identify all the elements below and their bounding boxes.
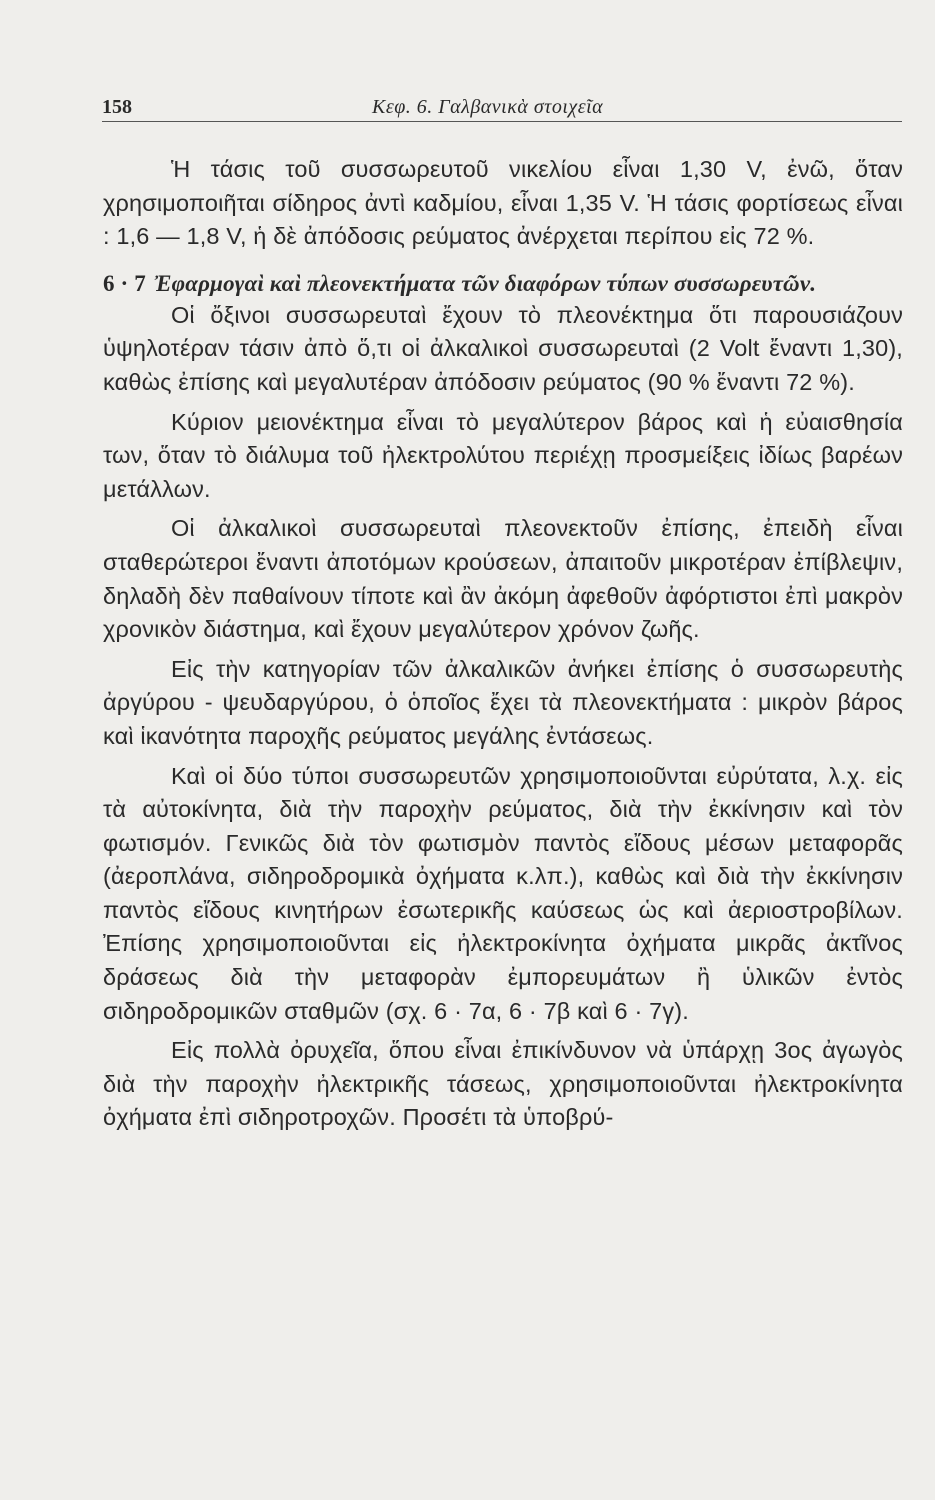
page-number: 158	[102, 96, 132, 118]
page-body	[103, 153, 903, 1135]
running-title: Κεφ. 6. Γαλβανικὰ στοιχεῖα	[372, 96, 604, 118]
section-heading	[103, 268, 903, 299]
paragraph: Οἱ ἀλκαλικοὶ συσσωρευταὶ πλεονεκτοῦν ἐπίσης, ἐπειδὴ εἶναι σταθερώτεροι ἔναντι ἀποτόμων κρούσεων, ἀπαιτοῦν μικροτέραν ἐπίβλεψιν, δηλαδὴ δὲν παθαίνουν τίποτε καὶ ἂν ἀκόμη ἀφεθοῦν ἀφόρτιστοι ἐπὶ μακρὸν χρονικὸν διάστημα, καὶ ἔχουν μεγαλύτερον χρόνον ζωῆς.	[103, 515, 903, 643]
paragraph: Κύριον μειονέκτημα εἶναι τὸ μεγαλύτερον βάρος καὶ ἡ εὐαισθησία των, ὅταν τὸ διάλυμα τοῦ ἠλεκτρολύτου περιέχῃ προσμείξεις ἰδίως βαρέων μετάλλων.	[103, 408, 903, 502]
paragraph: Οἱ ὄξινοι συσσωρευταὶ ἔχουν τὸ πλεονέκτημα ὅτι παρουσιάζουν ὑψηλοτέραν τάσιν ἀπὸ ὅ,τι οἱ ἀλκαλικοὶ συσσωρευταὶ (2 Volt ἔναντι 1,30), καθὼς ἐπίσης καὶ μεγαλυτέραν ἀπόδοσιν ρεύματος (90 % ἔναντι 72 %).	[103, 301, 903, 395]
page-header	[102, 90, 902, 124]
paragraph: Εἰς τὴν κατηγορίαν τῶν ἀλκαλικῶν ἀνήκει ἐπίσης ὁ συσσωρευτὴς ἀργύρου - ψευδαργύρου, ὁ ὁποῖος ἔχει τὰ πλεονεκτήματα : μικρὸν βάρος καὶ ἱκανότητα παροχῆς ρεύματος μεγάλης ἐντάσεως.	[103, 655, 903, 749]
section-number: 6 · 7	[103, 270, 146, 296]
paragraph: Εἰς πολλὰ ὀρυχεῖα, ὅπου εἶναι ἐπικίνδυνον νὰ ὑπάρχῃ 3ος ἀγωγὸς διὰ τὴν παροχὴν ἠλεκτρικῆς τάσεως, χρησιμοποιοῦνται ἠλεκτροκίνητα ὀχήματα ἐπὶ σιδηροτροχῶν. Προσέτι τὰ ὑποβρύ-	[103, 1037, 903, 1131]
header-rule	[102, 121, 902, 122]
paragraph: Ἡ τάσις τοῦ συσσωρευτοῦ νικελίου εἶναι 1,30 V, ἐνῶ, ὅταν χρησιμοποιῆται σίδηρος ἀντὶ καδμίου, εἶναι 1,35 V. Ἡ τάσις φορτίσεως εἶναι : 1,6 — 1,8 V, ἡ δὲ ἀπόδοσις ρεύματος ἀνέρχεται περίπου εἰς 72 %.	[103, 156, 903, 250]
paragraph: Καὶ οἱ δύο τύποι συσσωρευτῶν χρησιμοποιοῦνται εὐρύτατα, λ.χ. εἰς τὰ αὐτοκίνητα, διὰ τὴν παροχὴν ρεύματος, διὰ τὴν ἐκκίνησιν καὶ τὸν φωτισμόν. Γενικῶς διὰ τὸν φωτισμὸν παντὸς εἴδους μέσων μεταφορᾶς (ἀεροπλάνα, σιδηροδρομικὰ ὀχήματα κ.λπ.), καθὼς καὶ διὰ τὴν ἐκκίνησιν παντὸς εἴδους κινητήρων ἐσωτερικῆς καύσεως ὡς καὶ ἀεριοστροβίλων. Ἐπίσης χρησιμοποιοῦνται εἰς ἠλεκτροκίνητα ὀχήματα μικρᾶς ἀκτῖνος δράσεως διὰ τὴν μεταφορὰν ἐμπορευμάτων ἢ ὑλικῶν ἐντὸς σιδηροδρομικῶν σταθμῶν (σχ. 6 · 7α, 6 · 7β καὶ 6 · 7γ).	[103, 762, 903, 1024]
section-title: Ἐφαρμογαὶ καὶ πλεονεκτήματα τῶν διαφόρων τύπων συσσωρευτῶν.	[153, 270, 817, 296]
